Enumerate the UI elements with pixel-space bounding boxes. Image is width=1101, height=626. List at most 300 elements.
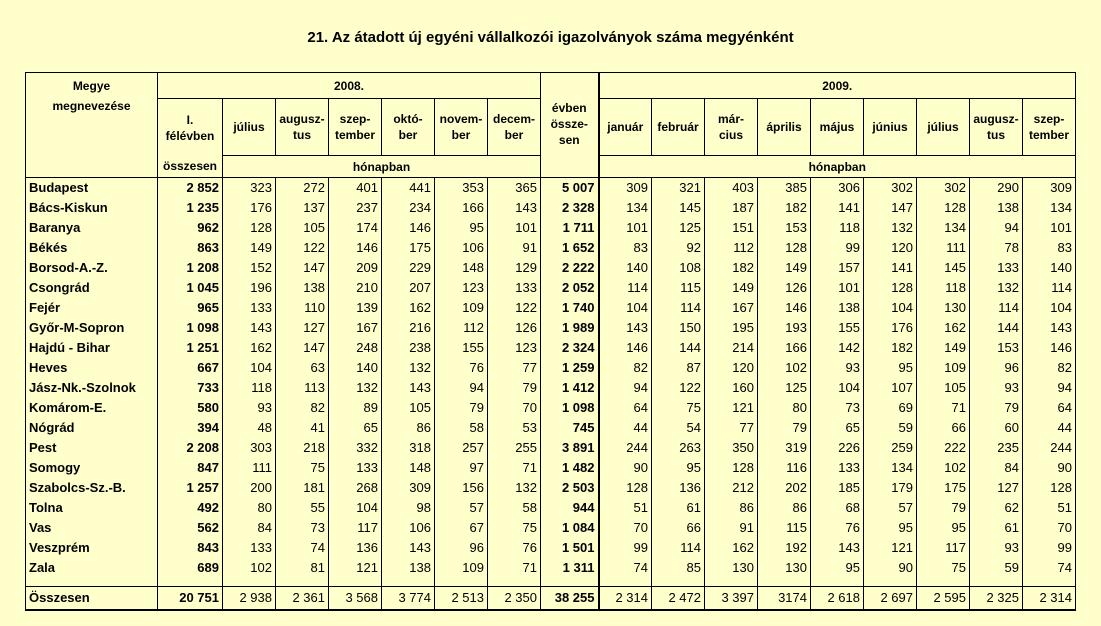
value-cell: 60 <box>970 418 1023 438</box>
value-cell: 81 <box>276 558 329 578</box>
value-cell: 143 <box>382 378 435 398</box>
value-cell: 144 <box>970 318 1023 338</box>
value-cell: 79 <box>970 398 1023 418</box>
value-cell: 138 <box>970 198 1023 218</box>
value-cell: 146 <box>1023 338 1076 358</box>
county-name: Győr-M-Sopron <box>26 318 158 338</box>
months2008-month-header: július <box>223 99 276 156</box>
value-cell: 51 <box>1023 498 1076 518</box>
value-cell: 106 <box>382 518 435 538</box>
value-cell: 321 <box>652 178 705 199</box>
value-cell: 84 <box>970 458 1023 478</box>
value-cell: 153 <box>758 218 811 238</box>
value-cell: 104 <box>223 358 276 378</box>
table-row <box>26 198 1076 218</box>
value-cell: 120 <box>705 358 758 378</box>
value-cell: 146 <box>599 338 652 358</box>
value-cell: 167 <box>329 318 382 338</box>
months2009-month-header: már- cius <box>705 99 758 156</box>
value-cell: 133 <box>811 458 864 478</box>
value-cell: 99 <box>811 238 864 258</box>
value-cell: 70 <box>488 398 541 418</box>
value-cell: 113 <box>276 378 329 398</box>
value-cell: 152 <box>223 258 276 278</box>
value-cell: 126 <box>758 278 811 298</box>
value-cell: 41 <box>276 418 329 438</box>
value-cell: 59 <box>970 558 1023 578</box>
value-cell: 51 <box>599 498 652 518</box>
value-cell: 2 513 <box>435 587 488 611</box>
value-cell: 82 <box>276 398 329 418</box>
value-cell: 290 <box>970 178 1023 199</box>
value-cell: 102 <box>223 558 276 578</box>
value-cell: 136 <box>329 538 382 558</box>
value-cell: 141 <box>864 258 917 278</box>
value-cell: 745 <box>541 418 599 438</box>
value-cell: 130 <box>917 298 970 318</box>
value-cell: 137 <box>276 198 329 218</box>
value-cell: 75 <box>917 558 970 578</box>
value-cell: 323 <box>223 178 276 199</box>
months2008-month-header: szep- tember <box>329 99 382 156</box>
value-cell: 143 <box>811 538 864 558</box>
value-cell: 83 <box>1023 238 1076 258</box>
value-cell: 101 <box>1023 218 1076 238</box>
value-cell: 3 774 <box>382 587 435 611</box>
data-table <box>25 72 1076 611</box>
value-cell: 114 <box>599 278 652 298</box>
value-cell: 1 711 <box>541 218 599 238</box>
value-cell: 562 <box>158 518 223 538</box>
spacer-row <box>26 578 1076 587</box>
value-cell: 110 <box>276 298 329 318</box>
value-cell: 863 <box>158 238 223 258</box>
value-cell: 128 <box>864 278 917 298</box>
value-cell: 143 <box>488 198 541 218</box>
value-cell: 120 <box>864 238 917 258</box>
value-cell: 66 <box>917 418 970 438</box>
value-cell: 2 472 <box>652 587 705 611</box>
value-cell: 133 <box>223 298 276 318</box>
value-cell: 214 <box>705 338 758 358</box>
value-cell: 96 <box>435 538 488 558</box>
value-cell: 61 <box>970 518 1023 538</box>
table-row <box>26 358 1076 378</box>
value-cell: 133 <box>488 278 541 298</box>
value-cell: 202 <box>758 478 811 498</box>
value-cell: 140 <box>1023 258 1076 278</box>
value-cell: 175 <box>917 478 970 498</box>
months2008-month-header: októ- ber <box>382 99 435 156</box>
value-cell: 302 <box>864 178 917 199</box>
value-cell: 104 <box>599 298 652 318</box>
county-name: Szabolcs-Sz.-B. <box>26 478 158 498</box>
value-cell: 71 <box>917 398 970 418</box>
value-cell: 83 <box>599 238 652 258</box>
county-name: Heves <box>26 358 158 378</box>
value-cell: 92 <box>652 238 705 258</box>
value-cell: 93 <box>223 398 276 418</box>
value-cell: 78 <box>970 238 1023 258</box>
value-cell: 166 <box>758 338 811 358</box>
value-cell: 125 <box>758 378 811 398</box>
value-cell: 268 <box>329 478 382 498</box>
value-cell: 259 <box>864 438 917 458</box>
value-cell: 244 <box>599 438 652 458</box>
value-cell: 105 <box>917 378 970 398</box>
value-cell: 57 <box>435 498 488 518</box>
value-cell: 94 <box>599 378 652 398</box>
table-row <box>26 458 1076 478</box>
value-cell: 309 <box>599 178 652 199</box>
value-cell: 2 314 <box>599 587 652 611</box>
value-cell: 157 <box>811 258 864 278</box>
value-cell: 104 <box>1023 298 1076 318</box>
value-cell: 226 <box>811 438 864 458</box>
value-cell: 143 <box>599 318 652 338</box>
value-cell: 2 503 <box>541 478 599 498</box>
value-cell: 82 <box>599 358 652 378</box>
value-cell: 1 251 <box>158 338 223 358</box>
value-cell: 74 <box>599 558 652 578</box>
value-cell: 3 568 <box>329 587 382 611</box>
value-cell: 111 <box>917 238 970 258</box>
value-cell: 151 <box>705 218 758 238</box>
value-cell: 65 <box>811 418 864 438</box>
value-cell: 38 255 <box>541 587 599 611</box>
county-name: Budapest <box>26 178 158 199</box>
value-cell: 138 <box>276 278 329 298</box>
value-cell: 133 <box>970 258 1023 278</box>
value-cell: 238 <box>382 338 435 358</box>
value-cell: 143 <box>382 538 435 558</box>
value-cell: 1 311 <box>541 558 599 578</box>
value-cell: 2 350 <box>488 587 541 611</box>
value-cell: 148 <box>382 458 435 478</box>
county-name: Csongrád <box>26 278 158 298</box>
county-name: Békés <box>26 238 158 258</box>
value-cell: 121 <box>864 538 917 558</box>
value-cell: 733 <box>158 378 223 398</box>
table-row <box>26 318 1076 338</box>
value-cell: 128 <box>599 478 652 498</box>
table-row <box>26 538 1076 558</box>
value-cell: 146 <box>329 238 382 258</box>
honapban-2009: hónapban <box>599 156 1076 178</box>
table-title: 21. Az átadott új egyéni vállalkozói igazolványok száma megyénként <box>307 29 794 46</box>
value-cell: 123 <box>435 278 488 298</box>
value-cell: 2 852 <box>158 178 223 199</box>
value-cell: 62 <box>970 498 1023 518</box>
value-cell: 1 482 <box>541 458 599 478</box>
value-cell: 1 989 <box>541 318 599 338</box>
county-name: Veszprém <box>26 538 158 558</box>
value-cell: 123 <box>488 338 541 358</box>
value-cell: 86 <box>705 498 758 518</box>
value-cell: 55 <box>276 498 329 518</box>
value-cell: 492 <box>158 498 223 518</box>
county-name: Tolna <box>26 498 158 518</box>
value-cell: 1 208 <box>158 258 223 278</box>
value-cell: 134 <box>1023 198 1076 218</box>
value-cell: 166 <box>435 198 488 218</box>
county-name: Baranya <box>26 218 158 238</box>
table-row <box>26 418 1076 438</box>
value-cell: 112 <box>705 238 758 258</box>
value-cell: 95 <box>864 358 917 378</box>
months2008-month-header: decem- ber <box>488 99 541 156</box>
value-cell: 385 <box>758 178 811 199</box>
value-cell: 319 <box>758 438 811 458</box>
value-cell: 182 <box>758 198 811 218</box>
value-cell: 141 <box>811 198 864 218</box>
value-cell: 116 <box>758 458 811 478</box>
county-name: Nógrád <box>26 418 158 438</box>
value-cell: 182 <box>705 258 758 278</box>
value-cell: 44 <box>1023 418 1076 438</box>
value-cell: 95 <box>652 458 705 478</box>
value-cell: 149 <box>758 258 811 278</box>
value-cell: 105 <box>382 398 435 418</box>
value-cell: 93 <box>811 358 864 378</box>
value-cell: 155 <box>811 318 864 338</box>
value-cell: 98 <box>382 498 435 518</box>
value-cell: 91 <box>488 238 541 258</box>
value-cell: 150 <box>652 318 705 338</box>
value-cell: 63 <box>276 358 329 378</box>
value-cell: 95 <box>435 218 488 238</box>
value-cell: 1 740 <box>541 298 599 318</box>
value-cell: 87 <box>652 358 705 378</box>
value-cell: 1 257 <box>158 478 223 498</box>
value-cell: 64 <box>599 398 652 418</box>
county-name: Összesen <box>26 587 158 611</box>
value-cell: 162 <box>382 298 435 318</box>
value-cell: 174 <box>329 218 382 238</box>
value-cell: 255 <box>488 438 541 458</box>
value-cell: 2 314 <box>1023 587 1076 611</box>
value-cell: 58 <box>488 498 541 518</box>
county-name: Fejér <box>26 298 158 318</box>
value-cell: 149 <box>705 278 758 298</box>
value-cell: 71 <box>488 458 541 478</box>
value-cell: 66 <box>652 518 705 538</box>
value-cell: 146 <box>758 298 811 318</box>
evben-osszesen-header: évben össze- sen <box>541 73 599 178</box>
value-cell: 145 <box>652 198 705 218</box>
table-row <box>26 498 1076 518</box>
value-cell: 121 <box>329 558 382 578</box>
value-cell: 2 325 <box>970 587 1023 611</box>
value-cell: 114 <box>970 298 1023 318</box>
county-name: Borsod-A.-Z. <box>26 258 158 278</box>
value-cell: 93 <box>970 378 1023 398</box>
value-cell: 132 <box>382 358 435 378</box>
value-cell: 2 938 <box>223 587 276 611</box>
table-row <box>26 258 1076 278</box>
value-cell: 128 <box>1023 478 1076 498</box>
value-cell: 139 <box>329 298 382 318</box>
value-cell: 115 <box>758 518 811 538</box>
value-cell: 2 324 <box>541 338 599 358</box>
value-cell: 90 <box>599 458 652 478</box>
value-cell: 134 <box>864 458 917 478</box>
value-cell: 153 <box>970 338 1023 358</box>
months2009-month-header: február <box>652 99 705 156</box>
value-cell: 132 <box>970 278 1023 298</box>
value-cell: 136 <box>652 478 705 498</box>
months2009-month-header: szep- tember <box>1023 99 1076 156</box>
value-cell: 118 <box>223 378 276 398</box>
value-cell: 122 <box>652 378 705 398</box>
value-cell: 126 <box>488 318 541 338</box>
value-cell: 847 <box>158 458 223 478</box>
value-cell: 229 <box>382 258 435 278</box>
value-cell: 365 <box>488 178 541 199</box>
value-cell: 2 208 <box>158 438 223 458</box>
value-cell: 134 <box>917 218 970 238</box>
value-cell: 162 <box>223 338 276 358</box>
value-cell: 306 <box>811 178 864 199</box>
value-cell: 65 <box>329 418 382 438</box>
value-cell: 944 <box>541 498 599 518</box>
value-cell: 90 <box>864 558 917 578</box>
table-row <box>26 558 1076 578</box>
osszesen-subheader: összesen <box>158 156 223 178</box>
value-cell: 102 <box>758 358 811 378</box>
value-cell: 132 <box>329 378 382 398</box>
value-cell: 145 <box>917 258 970 278</box>
value-cell: 2 052 <box>541 278 599 298</box>
value-cell: 302 <box>917 178 970 199</box>
table-row <box>26 178 1076 199</box>
table-row <box>26 478 1076 498</box>
value-cell: 403 <box>705 178 758 199</box>
value-cell: 79 <box>488 378 541 398</box>
year-2009-header: 2009. <box>599 73 1076 99</box>
value-cell: 99 <box>599 538 652 558</box>
value-cell: 138 <box>382 558 435 578</box>
value-cell: 144 <box>652 338 705 358</box>
county-name: Somogy <box>26 458 158 478</box>
value-cell: 44 <box>599 418 652 438</box>
months2009-month-header: július <box>917 99 970 156</box>
value-cell: 79 <box>917 498 970 518</box>
value-cell: 48 <box>223 418 276 438</box>
value-cell: 101 <box>599 218 652 238</box>
value-cell: 104 <box>329 498 382 518</box>
value-cell: 105 <box>276 218 329 238</box>
value-cell: 3174 <box>758 587 811 611</box>
value-cell: 104 <box>864 298 917 318</box>
value-cell: 193 <box>758 318 811 338</box>
value-cell: 121 <box>705 398 758 418</box>
value-cell: 70 <box>1023 518 1076 538</box>
value-cell: 95 <box>811 558 864 578</box>
value-cell: 149 <box>917 338 970 358</box>
value-cell: 167 <box>705 298 758 318</box>
value-cell: 128 <box>917 198 970 218</box>
value-cell: 74 <box>276 538 329 558</box>
value-cell: 1 652 <box>541 238 599 258</box>
value-cell: 210 <box>329 278 382 298</box>
value-cell: 75 <box>276 458 329 478</box>
value-cell: 182 <box>864 338 917 358</box>
value-cell: 73 <box>276 518 329 538</box>
table-row <box>26 518 1076 538</box>
value-cell: 112 <box>435 318 488 338</box>
value-cell: 76 <box>435 358 488 378</box>
table-row <box>26 438 1076 458</box>
value-cell: 147 <box>276 258 329 278</box>
year-2008-header: 2008. <box>158 73 541 99</box>
value-cell: 143 <box>223 318 276 338</box>
value-cell: 84 <box>223 518 276 538</box>
value-cell: 843 <box>158 538 223 558</box>
value-cell: 94 <box>435 378 488 398</box>
value-cell: 309 <box>382 478 435 498</box>
value-cell: 114 <box>652 538 705 558</box>
value-cell: 75 <box>488 518 541 538</box>
value-cell: 207 <box>382 278 435 298</box>
value-cell: 79 <box>435 398 488 418</box>
value-cell: 187 <box>705 198 758 218</box>
value-cell: 181 <box>276 478 329 498</box>
table-row <box>26 338 1076 358</box>
value-cell: 272 <box>276 178 329 199</box>
value-cell: 127 <box>276 318 329 338</box>
felev-header: I. félévben <box>158 99 223 156</box>
value-cell: 90 <box>1023 458 1076 478</box>
table-row <box>26 278 1076 298</box>
county-name: Bács-Kiskun <box>26 198 158 218</box>
value-cell: 689 <box>158 558 223 578</box>
value-cell: 64 <box>1023 398 1076 418</box>
value-cell: 97 <box>435 458 488 478</box>
value-cell: 57 <box>864 498 917 518</box>
value-cell: 179 <box>864 478 917 498</box>
months2008-month-header: novem- ber <box>435 99 488 156</box>
value-cell: 76 <box>488 538 541 558</box>
value-cell: 209 <box>329 258 382 278</box>
value-cell: 2 222 <box>541 258 599 278</box>
value-cell: 257 <box>435 438 488 458</box>
value-cell: 99 <box>1023 538 1076 558</box>
value-cell: 134 <box>599 198 652 218</box>
value-cell: 106 <box>435 238 488 258</box>
value-cell: 248 <box>329 338 382 358</box>
value-cell: 235 <box>970 438 1023 458</box>
value-cell: 61 <box>652 498 705 518</box>
value-cell: 160 <box>705 378 758 398</box>
value-cell: 77 <box>488 358 541 378</box>
value-cell: 108 <box>652 258 705 278</box>
value-cell: 95 <box>864 518 917 538</box>
value-cell: 175 <box>382 238 435 258</box>
months2009-month-header: augusz- tus <box>970 99 1023 156</box>
value-cell: 89 <box>329 398 382 418</box>
table-row <box>26 238 1076 258</box>
value-cell: 394 <box>158 418 223 438</box>
value-cell: 143 <box>1023 318 1076 338</box>
value-cell: 54 <box>652 418 705 438</box>
value-cell: 2 618 <box>811 587 864 611</box>
value-cell: 130 <box>705 558 758 578</box>
value-cell: 111 <box>223 458 276 478</box>
value-cell: 94 <box>970 218 1023 238</box>
value-cell: 75 <box>652 398 705 418</box>
value-cell: 86 <box>758 498 811 518</box>
